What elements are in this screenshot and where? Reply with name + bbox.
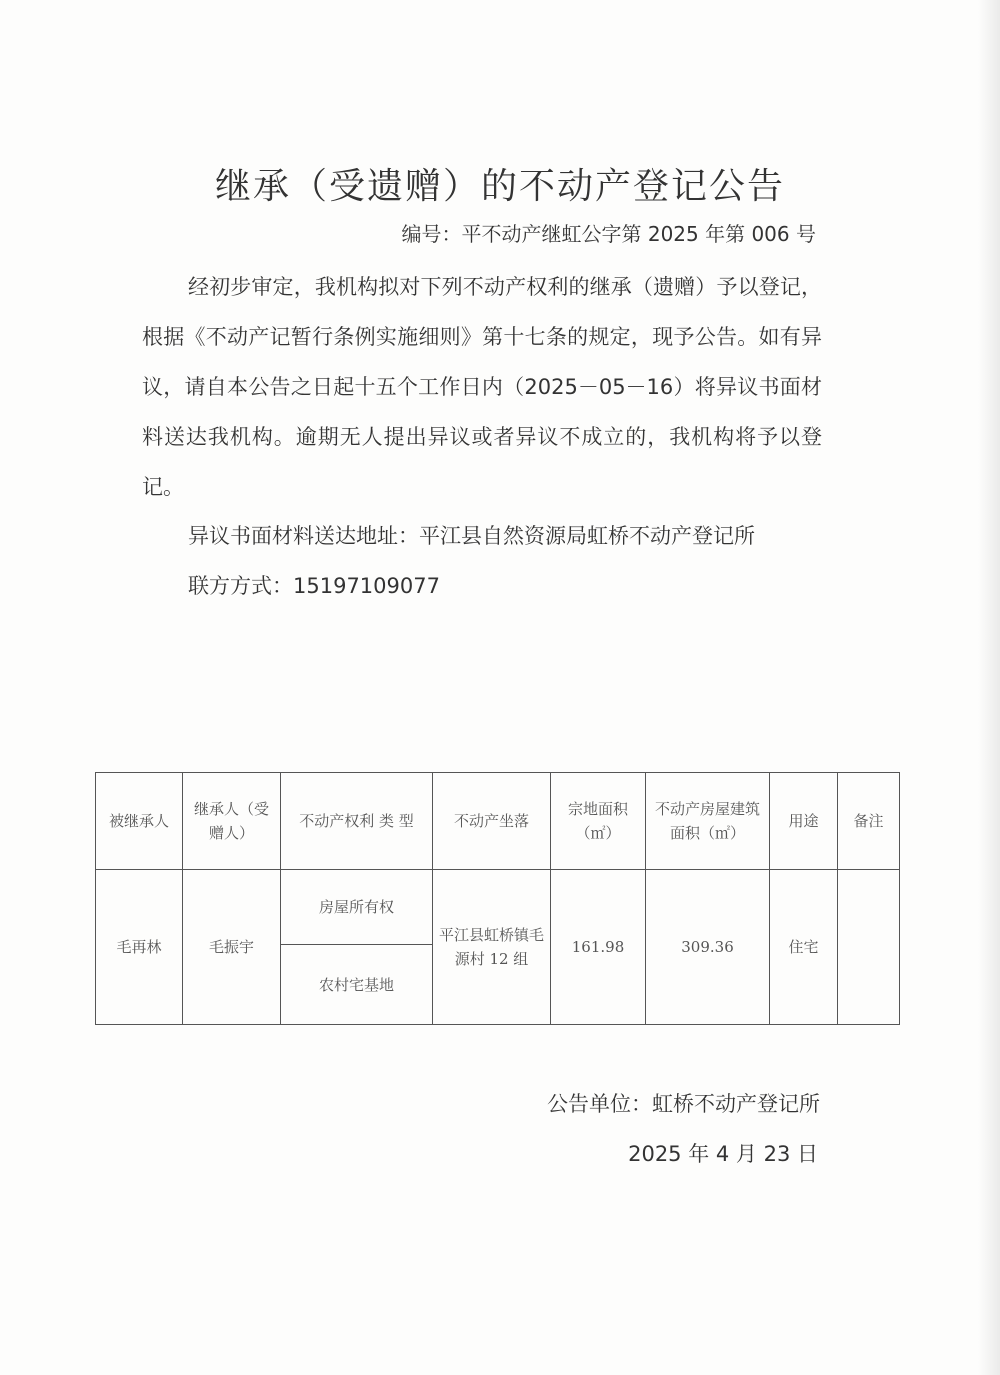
notice-body: 经初步审定，我机构拟对下列不动产权利的继承（遗赠）予以登记，根据《不动产记暂行条例实施细则》第十七条的规定，现予公告。如有异议，请自本公告之日起十五个工作日内（2025－05－16）将异议书面材料送达我机构。逾期无人提出异议或者异议不成立的，我机构将予以登记。 [142,275,822,499]
cell-location: 平江县虹桥镇毛源村 12 组 [433,870,551,1025]
document-number: 编号：平不动产继虹公字第 2025 年第 006 号 [401,222,816,246]
header-heir: 继承人（受赠人） [183,773,281,870]
scan-edge-shadow [978,0,1000,1375]
property-table [95,772,900,1025]
issuer: 公告单位：虹桥不动产登记所 [547,1092,820,1116]
cell-remark [838,870,900,1025]
cell-right-type-2: 农村宅基地 [281,945,433,1025]
cell-building-area: 309.36 [646,870,770,1025]
cell-usage: 住宅 [770,870,838,1025]
table-row [96,870,900,945]
contact-info: 联方方式：15197109077 [188,574,440,598]
header-location: 不动产坐落 [433,773,551,870]
cell-heir: 毛振宇 [183,870,281,1025]
cell-land-area: 161.98 [551,870,646,1025]
header-building-area: 不动产房屋建筑面积（㎡） [646,773,770,870]
cell-right-type-1: 房屋所有权 [281,870,433,945]
header-land-area: 宗地面积（㎡） [551,773,646,870]
issue-date: 2025 年 4 月 23 日 [628,1142,818,1166]
header-decedent: 被继承人 [96,773,183,870]
header-right-type: 不动产权利 类 型 [281,773,433,870]
header-usage: 用途 [770,773,838,870]
cell-decedent: 毛再林 [96,870,183,1025]
header-remark: 备注 [838,773,900,870]
table-header-row [96,773,900,870]
objection-address: 异议书面材料送达地址：平江县自然资源局虹桥不动产登记所 [188,524,755,548]
document-title: 继承（受遗赠）的不动产登记公告 [214,166,785,207]
